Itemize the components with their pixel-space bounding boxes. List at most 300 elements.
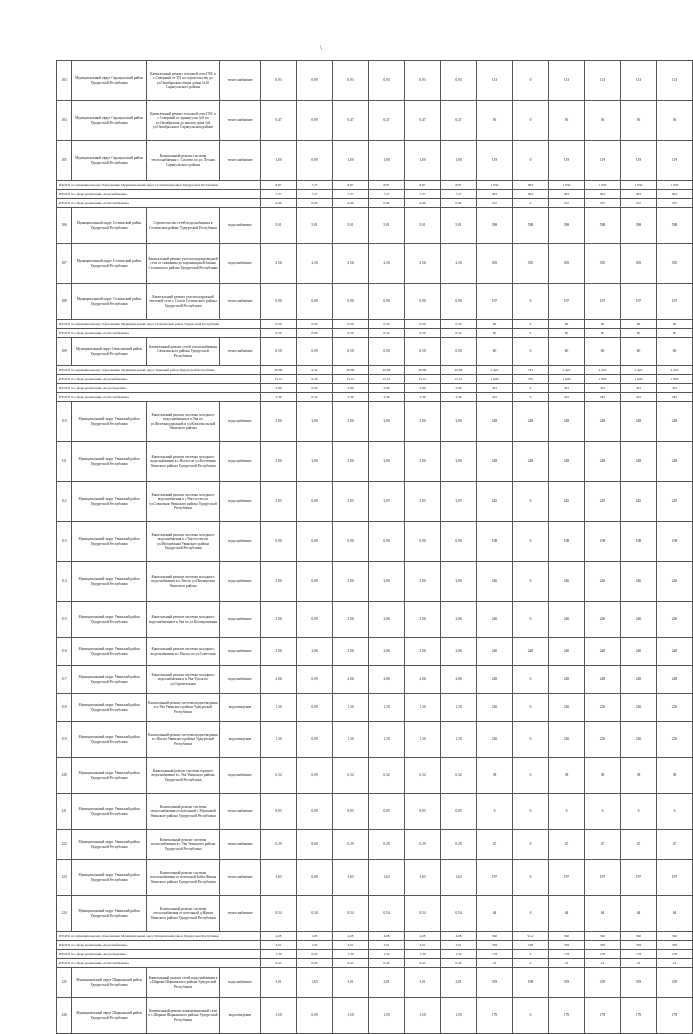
value-cell: 1,00 [405,141,441,181]
row-number-cell: 111 [57,442,72,482]
value-cell: 1,63 [333,860,369,896]
value-cell: 240 [657,638,693,666]
value-cell: 107 [657,199,693,208]
value-cell: 2,06 [405,402,441,442]
value-cell: 903 [657,190,693,199]
value-cell: 2,06 [333,602,369,638]
row-number-cell: 109 [57,338,72,366]
value-cell: 3,01 [405,968,441,998]
value-cell: 60 [477,338,513,366]
value-cell: 2,99 [333,384,369,393]
value-cell: 0,50 [261,329,297,338]
value-cell: 20,86 [261,366,297,375]
value-cell: 0,50 [441,329,477,338]
value-cell: 305 [549,244,585,284]
value-cell: 1,50 [333,998,369,1034]
value-cell: 0,00 [297,860,333,896]
value-cell: 64 [585,896,621,932]
value-cell: 1,00 [441,141,477,181]
value-cell: 0,00 [297,329,333,338]
value-cell: 60 [477,320,513,329]
value-cell: 2,06 [297,442,333,482]
municipality-cell: Муниципальный округ Увинский район Удмуртской Республики [72,602,147,638]
value-cell: 47 [657,830,693,860]
value-cell: 248 [657,442,693,482]
value-cell: 0,50 [369,338,405,366]
value-cell: 113 [585,61,621,101]
table-row [57,338,693,366]
value-cell: 0,50 [333,320,369,329]
value-cell: 7,27 [405,190,441,199]
object-cell: Капитальный ремонт участка наружной тепловой сети с. Селты Селтинского района Удмуртской Республики [147,284,220,320]
value-cell: 2,06 [441,562,477,602]
value-cell: 178 [585,950,621,959]
object-cell: Капитальный ремонт системы теплоснабжения от котельной Кобы-Жикья Увинского района Удмуртской Республики [147,860,220,896]
municipality-cell: Муниципальный округ Увинский район Удмуртской Республики [72,896,147,932]
value-cell: 359 [585,968,621,998]
value-cell: 0,93 [441,61,477,101]
value-cell: 6 [585,794,621,830]
value-cell: 560 [657,932,693,941]
value-cell: 2 423 [657,366,693,375]
value-cell: 47 [477,830,513,860]
value-cell: 5,01 [441,208,477,244]
value-cell: 0,00 [297,666,333,694]
object-cell: Капитальный ремонт системы холодного водоснабжения в п.Ува по ул.Пионерская Увинского района [147,562,220,602]
value-cell: 2,06 [261,602,297,638]
value-cell: 56 [585,101,621,141]
municipality-cell: Муниципальный округ Увинский район Удмуртской Республики [72,860,147,896]
sector-cell: теплоснабжение [220,896,261,932]
value-cell: 248 [477,666,513,694]
value-cell: 226 [549,694,585,722]
total-row [57,932,693,941]
value-cell: 6 [513,896,549,932]
total-label-cell: ИТОГО по сфере реализации «теплоснабжение» [57,329,261,338]
value-cell: 226 [549,722,585,758]
object-cell: Капитальный ремонт системы горячего водоснабжения в с.Ува Увинского района Удмуртской Республики [147,758,220,794]
value-cell: 352 [657,384,693,393]
value-cell: 0 [513,758,549,794]
value-cell: 0,45 [369,959,405,968]
value-cell: 1,63 [441,860,477,896]
total-row [57,190,693,199]
value-cell: 0,90 [441,522,477,562]
value-cell: 226 [621,722,657,758]
row-number-cell: 112 [57,482,72,522]
value-cell: 60 [657,329,693,338]
municipality-cell: Муниципальный округ Увинский район Удмуртской Республики [72,722,147,758]
municipality-cell: Муниципальный округ Увинский район Удмуртской Республики [72,562,147,602]
value-cell: 2,06 [441,638,477,666]
municipality-cell: Муниципальный округ Увинский район Удмуртской Республики [72,830,147,860]
value-cell: 226 [657,694,693,722]
value-cell: 248 [549,402,585,442]
value-cell: 226 [585,694,621,722]
total-row [57,941,693,950]
sector-cell: водоотведение [220,998,261,1034]
value-cell: 2,06 [441,666,477,694]
value-cell: 0 [513,950,549,959]
value-cell: 560 [621,932,657,941]
value-cell: 0,50 [333,338,369,366]
value-cell: 2,06 [333,402,369,442]
value-cell: 22 [621,959,657,968]
value-cell: 8,87 [405,181,441,190]
value-cell: 1 829 [549,375,585,384]
value-cell: 2,99 [441,384,477,393]
row-number-cell: 118 [57,694,72,722]
value-cell: 2,06 [441,442,477,482]
value-cell: 119 [585,141,621,181]
value-cell: 2,06 [369,402,405,442]
value-cell: 1,30 [261,722,297,758]
value-cell: 0 [513,320,549,329]
value-cell: 248 [477,402,513,442]
value-cell: 0,50 [333,329,369,338]
value-cell: 0,00 [297,758,333,794]
value-cell: 3,01 [261,941,297,950]
value-cell: 178 [477,950,513,959]
municipality-cell: Муниципальный округ Увинский район Удмуртской Республики [72,442,147,482]
value-cell: 2,05 [369,482,405,522]
sector-cell: теплоснабжение [220,860,261,896]
value-cell: 0,39 [261,830,297,860]
sector-cell: теплоснабжение [220,101,261,141]
value-cell: 246 [657,562,693,602]
value-cell: 598 [621,208,657,244]
municipality-cell: Муниципальный округ Сарапульский район Удмуртской Республики [72,61,147,101]
value-cell: 0,00 [297,959,333,968]
value-cell: 56 [657,101,693,141]
sector-cell: теплоснабжение [220,141,261,181]
value-cell: 7,27 [261,190,297,199]
value-cell: 0,47 [369,101,405,141]
row-number-cell: 115 [57,602,72,638]
value-cell: 2,56 [405,244,441,284]
object-cell: Капитальный ремонт системы холодного водоснабжения в п.Ува по ул.Кооперативная [147,602,220,638]
object-cell: Капитальный ремонт системы холодного водоснабжения в с.Нылга по ул.Восточная Увинского района Удмуртской Республики [147,442,220,482]
value-cell: 352 [621,384,657,393]
municipality-cell: Муниципальный округ Увинский район Удмуртской Республики [72,402,147,442]
value-cell: 178 [477,998,513,1034]
value-cell: 248 [585,442,621,482]
value-cell: 226 [657,722,693,758]
municipality-cell: Муниципальный округ Увинский район Удмуртской Республики [72,482,147,522]
value-cell: 60 [585,329,621,338]
row-number-cell: 120 [57,758,72,794]
value-cell: 1 829 [621,375,657,384]
value-cell: 2,36 [441,393,477,402]
object-cell: Капитальный ремонт тепловой сети ГВС в с.Северный от ТП по строительству до ул.Октябрьская общая длина №10 Сарапульского района [147,61,220,101]
value-cell: 178 [657,998,693,1034]
value-cell: 240 [513,638,549,666]
value-cell: 2,06 [405,562,441,602]
row-number-cell: 108 [57,284,72,320]
value-cell: 0,00 [297,284,333,320]
table-row [57,442,693,482]
value-cell: 178 [549,998,585,1034]
table-row [57,244,693,284]
value-cell: 2,06 [369,602,405,638]
table-row [57,61,693,101]
value-cell: 0,93 [333,61,369,101]
value-cell: 0,50 [405,338,441,366]
value-cell: 60 [657,338,693,366]
value-cell: 1,30 [369,722,405,758]
object-cell: Капитальный ремонт системы теплоснабжения в с.Ува Увинского района Удмуртской Республики [147,830,220,860]
value-cell: 2 423 [585,366,621,375]
value-cell: 7,27 [441,190,477,199]
value-cell: 0,45 [333,959,369,968]
value-cell: 1,50 [369,998,405,1034]
value-cell: 0,90 [261,522,297,562]
sector-cell: водоснабжение [220,208,261,244]
sector-cell: водоотведение [220,722,261,758]
value-cell: 60 [549,329,585,338]
value-cell: 0,90 [405,199,441,208]
table-row [57,968,693,998]
value-cell: 0,45 [405,959,441,968]
value-cell: 56 [477,101,513,141]
value-cell: 198 [513,941,549,950]
value-cell: 0,00 [297,338,333,366]
value-cell: 8,87 [441,181,477,190]
value-cell: 107 [657,284,693,320]
sector-cell: водоснабжение [220,638,261,666]
sector-cell: водоснабжение [220,244,261,284]
total-label-cell: ИТОГО по сфере реализации «водоотведение» [57,950,261,959]
value-cell: 0 [513,284,549,320]
value-cell: 108 [549,522,585,562]
value-cell: 0 [513,830,549,860]
value-cell: 0,90 [369,522,405,562]
value-cell: 7,27 [297,190,333,199]
value-cell: 0,00 [297,562,333,602]
value-cell: 20,86 [369,366,405,375]
municipality-cell: Муниципальный округ Сарапульский район Удмуртской Республики [72,141,147,181]
value-cell: 0,00 [297,101,333,141]
total-row [57,384,693,393]
total-row [57,366,693,375]
table-row [57,860,693,896]
object-cell: Капитальный ремонт системы холодного водоснабжения в с.Чистостем по ул.Молодёжная Увинского района Удмуртской Республики [147,522,220,562]
table-row [57,482,693,522]
value-cell: 0,90 [333,199,369,208]
value-cell: 47 [585,830,621,860]
value-cell: 113 [477,61,513,101]
value-cell: 4,68 [441,932,477,941]
value-cell: 226 [477,722,513,758]
value-cell: 903 [549,190,585,199]
row-number-cell: 124 [57,896,72,932]
municipality-cell: Муниципальный округ Увинский район Удмуртской Республики [72,522,147,562]
value-cell: 245 [585,482,621,522]
value-cell: 0,00 [297,722,333,758]
value-cell: 60 [621,338,657,366]
sector-cell: водоснабжение [220,402,261,442]
value-cell: 2,56 [297,244,333,284]
value-cell: 246 [621,602,657,638]
total-label-cell: ИТОГО по сфере реализации «теплоснабжение» [57,393,261,402]
value-cell: 108 [477,522,513,562]
value-cell: 107 [585,284,621,320]
value-cell: 359 [621,941,657,950]
value-cell: 2,06 [261,562,297,602]
value-cell: 178 [621,950,657,959]
value-cell: 242 [477,393,513,402]
value-cell: 8,87 [369,181,405,190]
table-row [57,602,693,638]
value-cell: 5,01 [297,208,333,244]
value-cell: 15,51 [405,375,441,384]
total-row [57,181,693,190]
value-cell: 38 [477,758,513,794]
value-cell: 0,00 [297,998,333,1034]
total-label-cell: ИТОГО по сфере реализации «теплоснабжение» [57,199,261,208]
value-cell: 248 [585,402,621,442]
municipality-cell: Муниципальный округ Шарканский район Удмуртской Республики [72,998,147,1034]
value-cell: 38 [621,758,657,794]
value-cell: 240 [477,638,513,666]
value-cell: 2 423 [549,366,585,375]
value-cell: 6 [513,393,549,402]
value-cell: 0,54 [261,896,297,932]
value-cell: 22 [585,959,621,968]
value-cell: 248 [549,442,585,482]
value-cell: 3,01 [441,941,477,950]
value-cell: 1,50 [441,950,477,959]
total-label-cell: ИТОГО по сфере реализации «водоотведение» [57,384,261,393]
value-cell: 1,00 [261,141,297,181]
table-row [57,758,693,794]
value-cell: 2,56 [333,244,369,284]
value-cell: 3,01 [333,941,369,950]
value-cell: 6,18 [297,375,333,384]
value-cell: 2,06 [405,666,441,694]
table-row [57,694,693,722]
value-cell: 1,50 [369,950,405,959]
value-cell: 108 [657,522,693,562]
value-cell: 0,54 [441,896,477,932]
value-cell: 5,01 [405,208,441,244]
value-cell: 2,06 [441,602,477,638]
sector-cell: водоснабжение [220,602,261,638]
value-cell: 0,00 [297,61,333,101]
value-cell: 560 [549,932,585,941]
value-cell: 0,90 [405,284,441,320]
table-row [57,998,693,1034]
row-number-cell: 106 [57,208,72,244]
value-cell: 108 [621,522,657,562]
value-cell: 903 [621,190,657,199]
value-cell: 197 [477,860,513,896]
table-row [57,794,693,830]
value-cell: 246 [477,562,513,602]
value-cell: 178 [657,950,693,959]
value-cell: 0,39 [405,830,441,860]
value-cell: 0,00 [297,794,333,830]
object-cell: Капитальный ремонт системы водоотведения в с.Нылга Увинского района Удмуртской Республики [147,722,220,758]
value-cell: 0,50 [405,329,441,338]
value-cell: 15,51 [261,375,297,384]
value-cell: 1,65 [297,941,333,950]
value-cell: 0,50 [369,329,405,338]
object-cell: Строительство сетей водоснабжения в Селтинском районе Удмуртской Республики [147,208,220,244]
municipality-cell: Муниципальный округ Увинский район Удмуртской Республики [72,758,147,794]
value-cell: 246 [585,602,621,638]
value-cell: 1,00 [369,141,405,181]
value-cell: 8,87 [333,181,369,190]
value-cell: 0,05 [405,794,441,830]
value-cell: 1 829 [657,375,693,384]
total-label-cell: ИТОГО по муниципальному образованию Муниципальный округ Сюмсинский район Удмуртской Республики [57,320,261,329]
value-cell: 598 [585,208,621,244]
sector-cell: водоснабжение [220,522,261,562]
total-label-cell: ИТОГО по муниципальному образованию Муниципальный округ Увинский район Удмуртской Республики [57,366,261,375]
value-cell: 359 [477,941,513,950]
value-cell: 246 [549,562,585,602]
value-cell: 359 [657,941,693,950]
value-cell: 2,99 [369,384,405,393]
value-cell: 1,30 [261,694,297,722]
row-number-cell: 116 [57,638,72,666]
value-cell: 598 [477,208,513,244]
value-cell: 0 [513,562,549,602]
value-cell: 2,99 [261,384,297,393]
object-cell: Капитальный ремонт системы водоотведения в п.Ува Увинского района Удмуртской Республики [147,694,220,722]
value-cell: 0,32 [441,758,477,794]
sector-cell: теплоснабжение [220,794,261,830]
value-cell: 248 [513,402,549,442]
value-cell: 1 050 [585,181,621,190]
municipality-cell: Муниципальный округ Селтинский район Удмуртской Республики [72,208,147,244]
value-cell: 60 [585,338,621,366]
value-cell: 3,01 [333,968,369,998]
value-cell: 20,86 [405,366,441,375]
value-cell: 0 [513,338,549,366]
value-cell: 305 [621,244,657,284]
table-row [57,638,693,666]
value-cell: 6,52 [297,366,333,375]
value-cell: 107 [621,199,657,208]
value-cell: 60 [621,329,657,338]
value-cell: 226 [585,722,621,758]
value-cell: 2,06 [333,562,369,602]
value-cell: 903 [513,190,549,199]
row-number-cell: 105 [57,141,72,181]
value-cell: 2,05 [261,482,297,522]
value-cell: 7,27 [333,190,369,199]
value-cell: 3,01 [369,968,405,998]
value-cell: 598 [549,208,585,244]
value-cell: 2,06 [333,442,369,482]
value-cell: 2,36 [333,393,369,402]
value-cell: 903 [477,190,513,199]
value-cell: 248 [549,666,585,694]
value-cell: 2,06 [405,442,441,482]
value-cell: 108 [585,522,621,562]
table-row [57,896,693,932]
value-cell: 0,00 [297,522,333,562]
value-cell: 56 [549,101,585,141]
value-cell: 107 [549,199,585,208]
value-cell: 0 [513,101,549,141]
value-cell: 1,50 [441,998,477,1034]
value-cell: 107 [585,199,621,208]
value-cell: 0,05 [261,794,297,830]
value-cell: 178 [585,998,621,1034]
